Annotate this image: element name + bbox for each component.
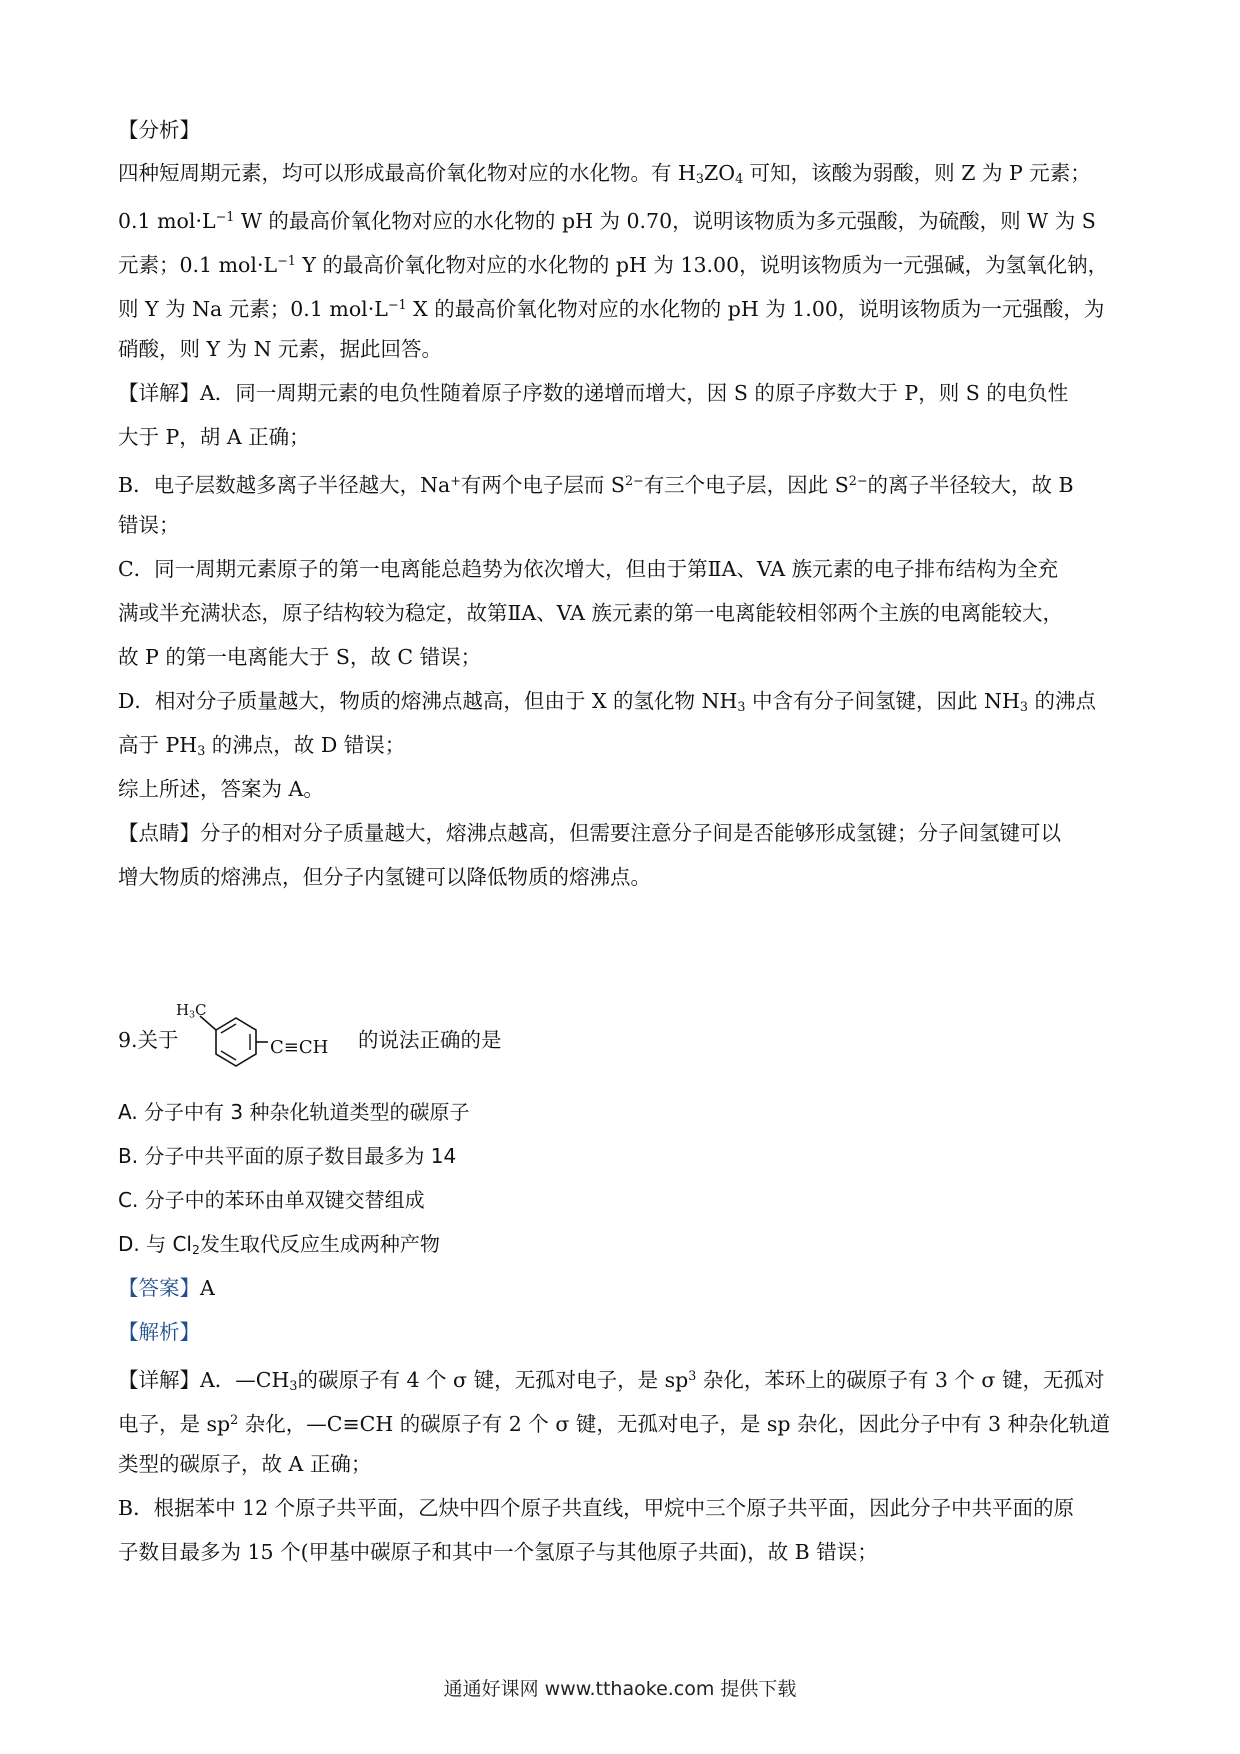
detail9-b-line-1: B．根据苯中 12 个原子共平面，乙炔中四个原子共直线，甲烷中三个原子共平面，因此分子中共平面的原 — [118, 1496, 1075, 1520]
page-footer: 通通好课网 www.tthaoke.com 提供下载 — [443, 1678, 797, 1700]
analysis-line-2: 0.1 $mol\cdot L^{-1}$ W 的最高价氧化物对应的水化物的 pH 为 0.70，说明该物质为多元强酸，为硫酸，则 W 为 S — [118, 208, 1096, 233]
detail8-d-line-1: D．相对分子质量越大，物质的熔沸点越高，但由于 X 的氢化物 $NH_3$ 中含有分子间氢键，因此 $NH_3$ 的沸点 — [118, 689, 1096, 715]
detail9-a-line-2: 电子，是 $sp^2$ 杂化，—C≡CH 的碳原子有 2 个 σ 键，无孤对电子，是 sp 杂化，因此分子中有 3 种杂化轨道 — [118, 1411, 1111, 1436]
option-d: D. 与 $Cl_2$发生取代反应生成两种产物 — [118, 1232, 440, 1258]
analysis-line-4: 则 Y 为 Na 元素；0.1 $mol\cdot L^{-1}$ X 的最高价氧化物对应的水化物的 pH 为 1.00，说明该物质为一元强酸，为 — [118, 296, 1105, 321]
tip-line-1: 【点睛】分子的相对分子质量越大，熔沸点越高，但需要注意分子间是否能够形成氢键；分子间氢键可以 — [118, 821, 1061, 845]
detail9-b-line-2: 子数目最多为 15 个(甲基中碳原子和其中一个氢原子与其他原子共面)，故 B 错误； — [118, 1540, 878, 1564]
analysis-line-5: 硝酸，则 Y 为 N 元素，据此回答。 — [118, 337, 443, 361]
question9-prefix: 9.关于 — [118, 1028, 179, 1052]
analysis-line-3: 元素；0.1 $mol\cdot L^{-1}$ Y 的最高价氧化物对应的水化物的 pH 为 13.00，说明该物质为一元强碱，为氢氧化钠， — [118, 252, 1109, 277]
option-c: C. 分子中的苯环由单双键交替组成 — [118, 1188, 425, 1212]
question9-suffix: 的说法正确的是 — [358, 1028, 502, 1052]
detail8-c-line-3: 故 P 的第一电离能大于 S，故 C 错误； — [118, 645, 482, 669]
analysis-heading: 【分析】 — [118, 118, 200, 142]
option-b: B. 分子中共平面的原子数目最多为 14 — [118, 1144, 457, 1168]
option-a: A. 分子中有 3 种杂化轨道类型的碳原子 — [118, 1100, 470, 1124]
detail9-a-line-3: 类型的碳原子，故 A 正确； — [118, 1452, 372, 1476]
detail8-a-line-2: 大于 P，胡 A 正确； — [118, 425, 310, 449]
jiexi-heading: 【解析】 — [118, 1320, 200, 1344]
answer-value: A — [200, 1276, 215, 1300]
detail8-a-line-1: 【详解】A．同一周期元素的电负性随着原子序数的递增而增大，因 S 的原子序数大于 P，则 S 的电负性 — [118, 381, 1069, 405]
analysis-line-1: 四种短周期元素，均可以形成最高价氧化物对应的水化物。有 $H_3ZO_4$ 可知，该酸为弱酸，则 Z 为 P 元素； — [118, 161, 1091, 187]
tip-line-2: 增大物质的熔沸点，但分子内氢键可以降低物质的熔沸点。 — [118, 865, 651, 889]
detail9-a-line-1: 【详解】A．$—CH_3$的碳原子有 4 个 σ 键，无孤对电子，是 $sp^3$ 杂化，苯环上的碳原子有 3 个 σ 键，无孤对 — [118, 1367, 1105, 1394]
answer-line — [118, 1274, 215, 1302]
detail8-b-line-1: B．电子层数越多离子半径越大，Na+有两个电子层而 $S^{2-}$有三个电子层，因此 $S^{2-}$的离子半径较大，故 B — [118, 472, 1074, 497]
detail8-b-line-2: 错误； — [118, 513, 180, 537]
methyl-label: $H_3C$ — [176, 1001, 207, 1021]
detail8-summary: 综上所述，答案为 A。 — [118, 777, 324, 801]
detail8-c-line-1: C．同一周期元素原子的第一电离能总趋势为依次增大，但由于第ⅡA、VA 族元素的电子排布结构为全充 — [118, 557, 1059, 581]
answer-label: 【答案】 — [118, 1276, 200, 1300]
detail8-c-line-2: 满或半充满状态，原子结构较为稳定，故第ⅡA、VA 族元素的第一电离能较相邻两个主族的电离能较大， — [118, 601, 1063, 625]
detail8-d-line-2: 高于 $PH_3$ 的沸点，故 D 错误； — [118, 733, 406, 759]
alkyne-label: C≡CH — [270, 1037, 329, 1058]
